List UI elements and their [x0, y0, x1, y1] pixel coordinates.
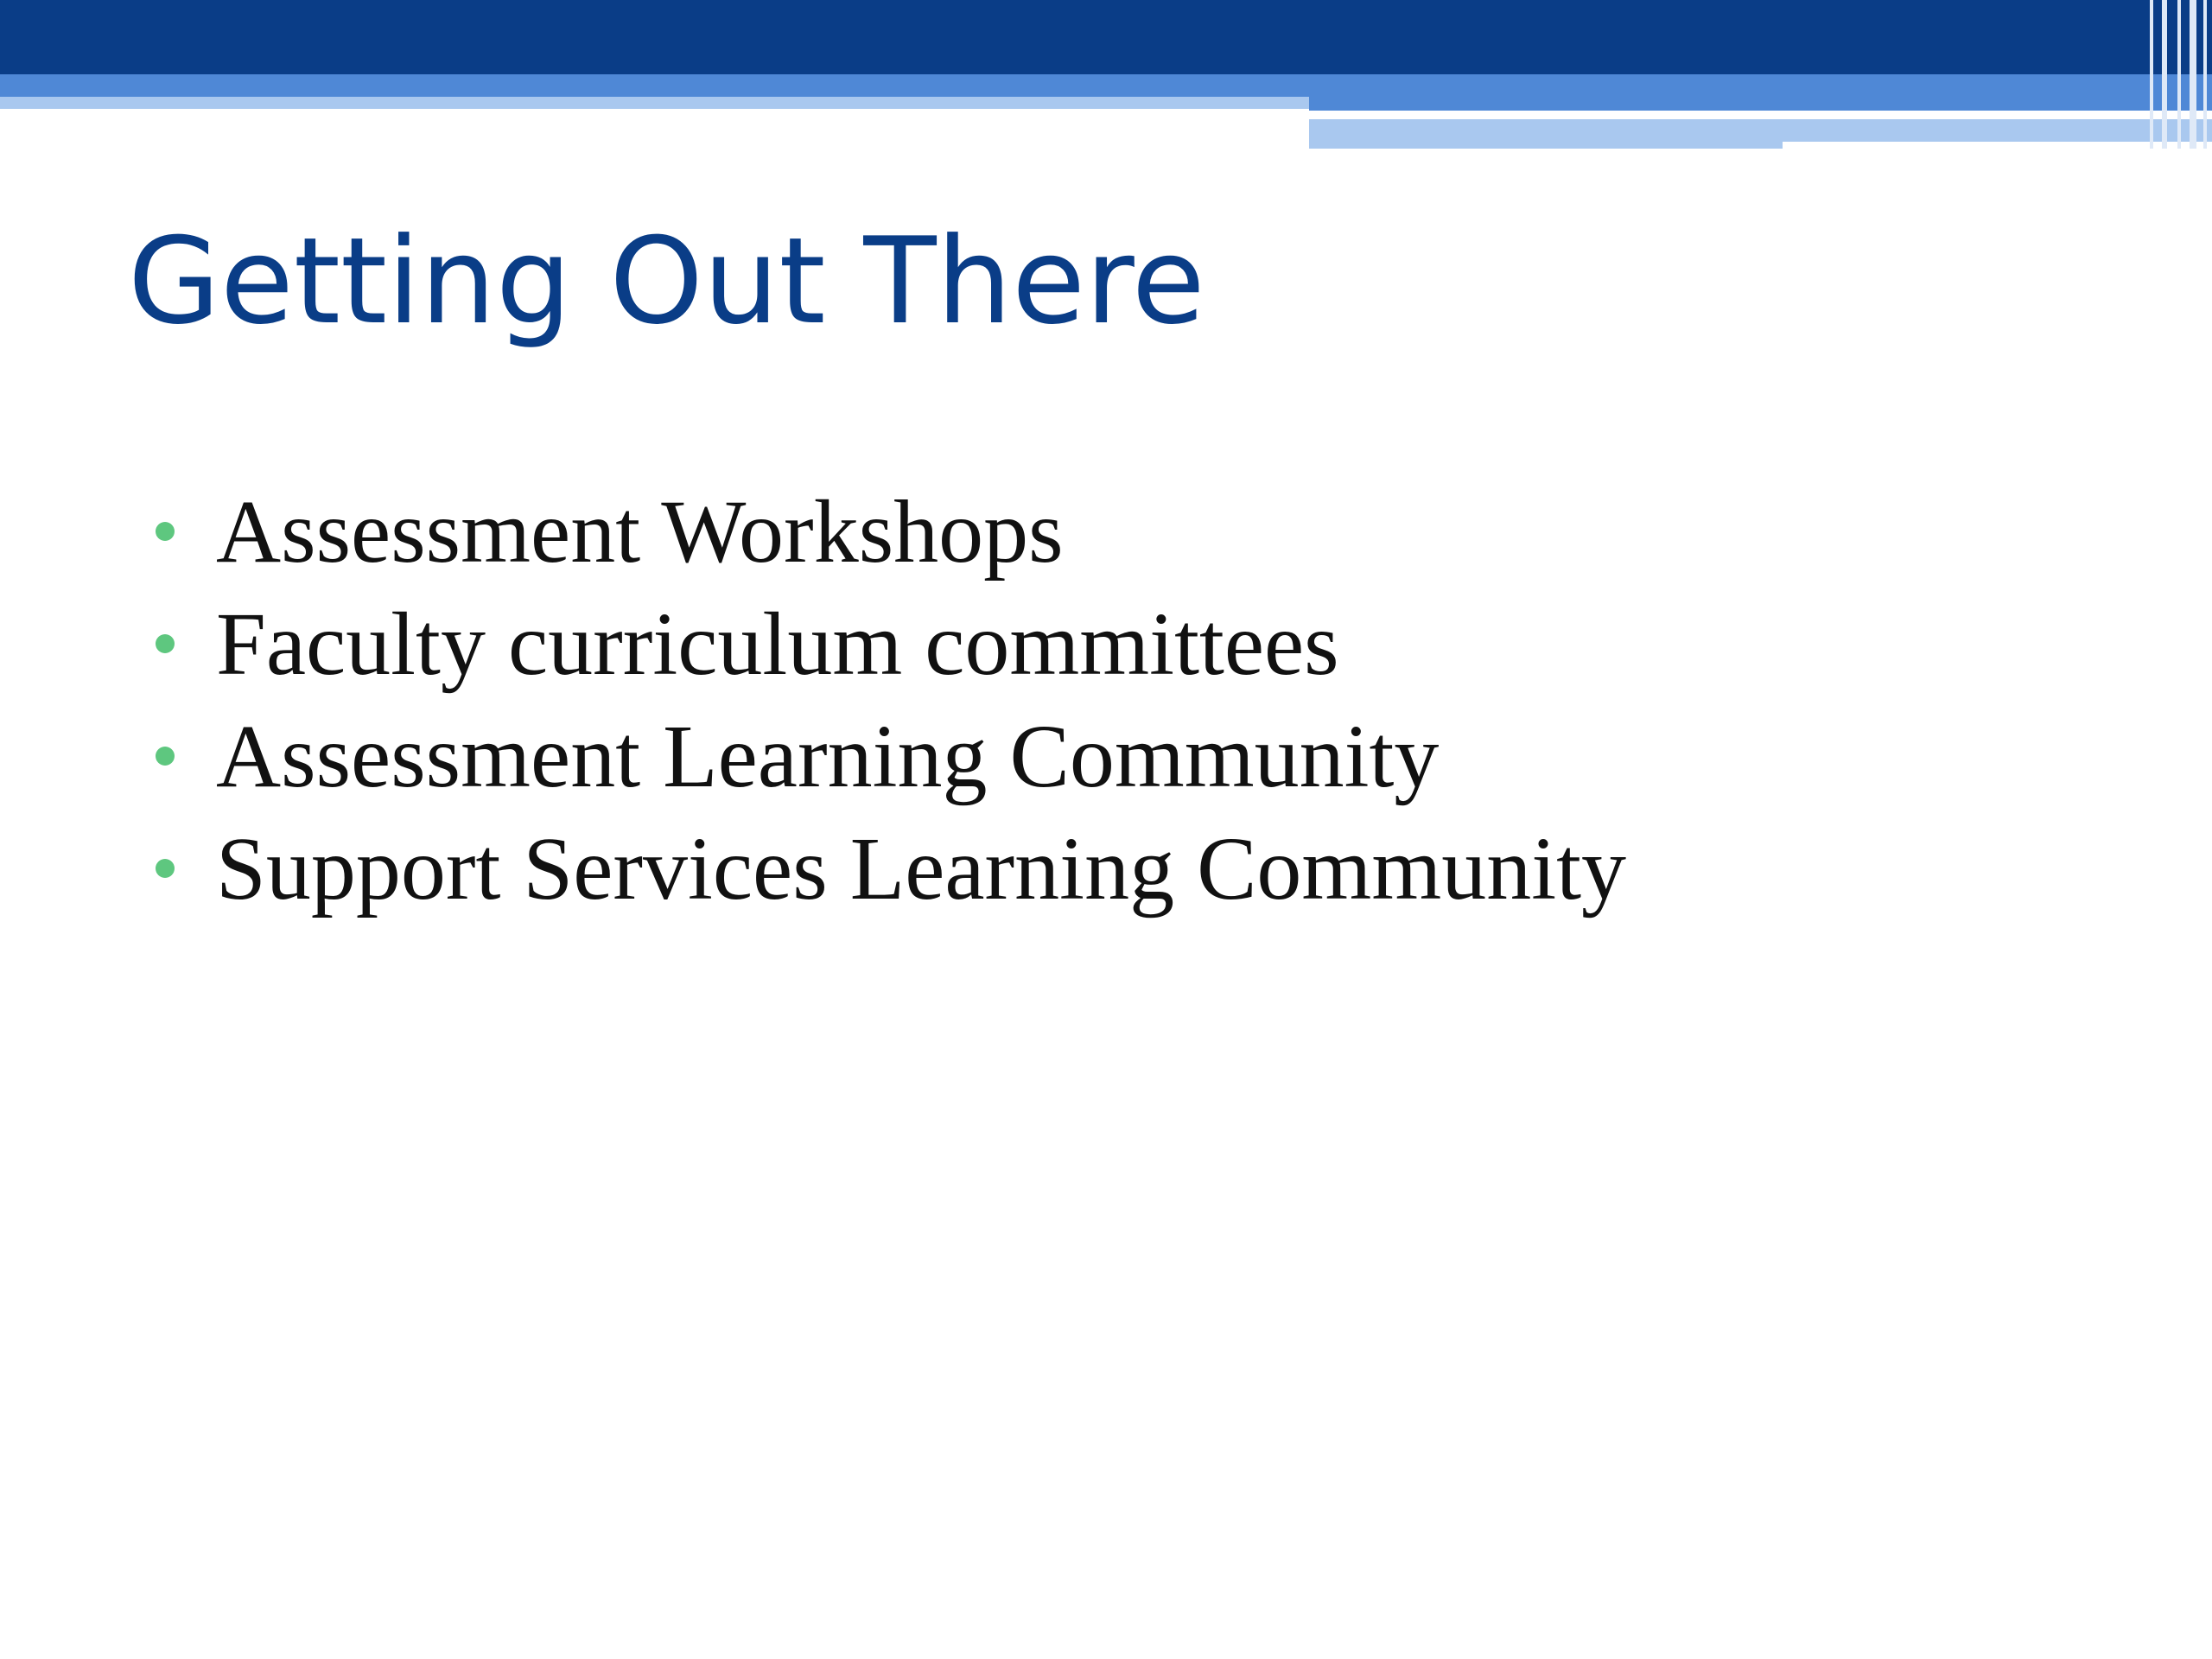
- slide-title: Getting Out There: [128, 212, 1205, 351]
- bullet-text: Faculty curriculum committees: [216, 594, 1339, 694]
- bullet-dot-icon: [156, 522, 175, 541]
- header-band-mid-left: [0, 74, 1309, 97]
- bullet-dot-icon: [156, 634, 175, 653]
- bullet-list: [156, 475, 1626, 925]
- header-band-dark: [0, 0, 2212, 74]
- header-stripe: [2162, 0, 2167, 149]
- header-band-light-left: [0, 97, 1309, 109]
- header-stripes: [2143, 0, 2212, 149]
- bullet-item: [156, 700, 1626, 812]
- bullet-item: [156, 812, 1626, 925]
- bullet-item: [156, 475, 1626, 588]
- header-stripe: [2177, 0, 2181, 149]
- header-stripe: [2150, 0, 2153, 149]
- header-band-line-right: [1309, 111, 2048, 119]
- bullet-dot-icon: [156, 747, 175, 766]
- bullet-dot-icon: [156, 859, 175, 878]
- bullet-text: Support Services Learning Community: [216, 818, 1627, 918]
- header-band-mid-right: [1309, 74, 2212, 111]
- bullet-text: Assessment Learning Community: [216, 706, 1440, 806]
- bullet-text: Assessment Workshops: [216, 481, 1064, 582]
- header-stripe: [2190, 0, 2196, 149]
- bullet-item: [156, 588, 1626, 700]
- header-stripe: [2203, 0, 2207, 149]
